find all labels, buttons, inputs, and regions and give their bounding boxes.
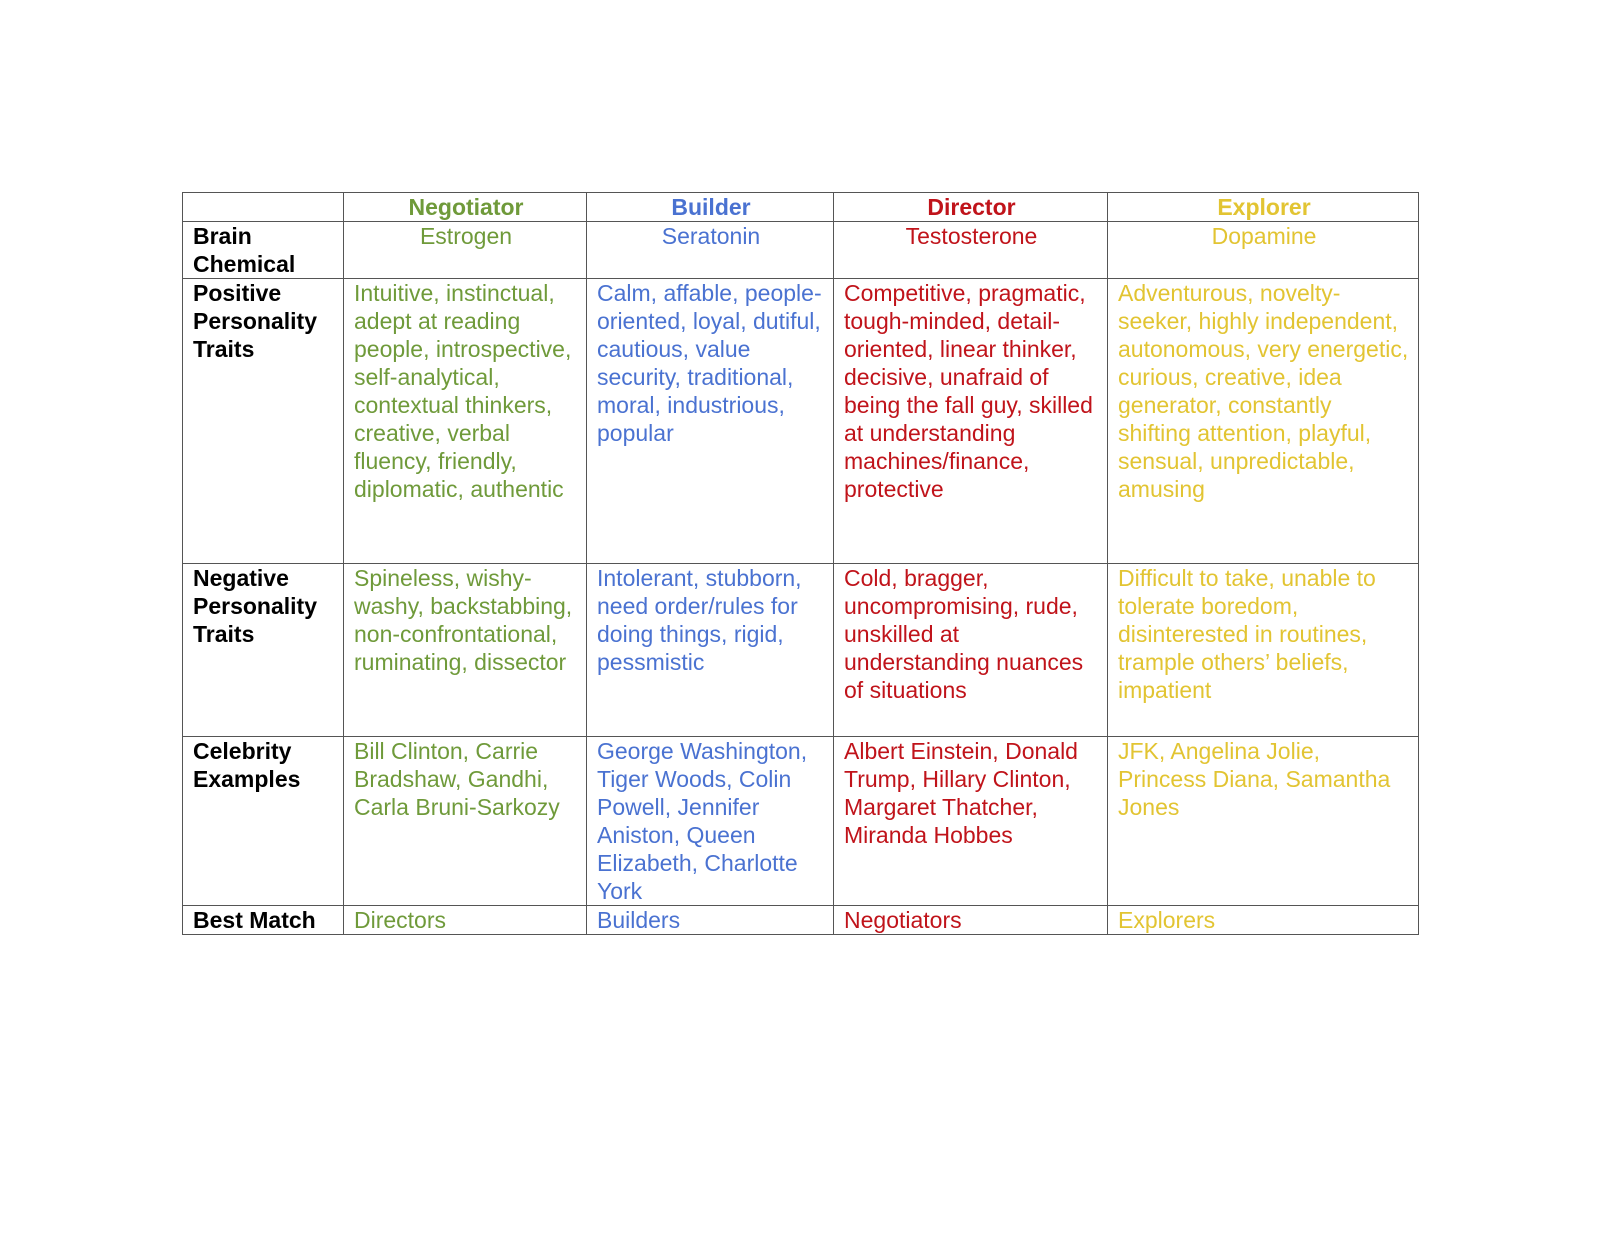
header-director: Director (834, 193, 1108, 222)
cell-builder: Seratonin (587, 222, 834, 279)
cell-explorer: Adventurous, novelty-seeker, highly independent, autonomous, very energetic, curious, creative, idea generator, constantly shifting attention, playful, sensual, unpredictable, amusing (1108, 279, 1419, 564)
header-negotiator: Negotiator (344, 193, 587, 222)
row-label: Negative Personality Traits (183, 564, 344, 737)
row-label: Best Match (183, 906, 344, 935)
cell-builder: Calm, affable, people-oriented, loyal, dutiful, cautious, value security, traditional, moral, industrious, popular (587, 279, 834, 564)
cell-negotiator: Directors (344, 906, 587, 935)
row-label: Brain Chemical (183, 222, 344, 279)
table-row-negative-traits (183, 564, 1419, 737)
table-row-celebrity-examples (183, 737, 1419, 906)
cell-explorer: Difficult to take, unable to tolerate boredom, disinterested in routines, trample others’ beliefs, impatient (1108, 564, 1419, 737)
cell-director: Cold, bragger, uncompromising, rude, unskilled at understanding nuances of situations (834, 564, 1108, 737)
cell-explorer: Explorers (1108, 906, 1419, 935)
cell-explorer: Dopamine (1108, 222, 1419, 279)
cell-negotiator: Bill Clinton, Carrie Bradshaw, Gandhi, Carla Bruni-Sarkozy (344, 737, 587, 906)
personality-types-table (182, 192, 1419, 935)
cell-director: Competitive, pragmatic, tough-minded, detail-oriented, linear thinker, decisive, unafraid of being the fall guy, skilled at understanding machines/finance, protective (834, 279, 1108, 564)
cell-director: Negotiators (834, 906, 1108, 935)
cell-builder: George Washington, Tiger Woods, Colin Powell, Jennifer Aniston, Queen Elizabeth, Charlotte York (587, 737, 834, 906)
table-row-brain-chemical (183, 222, 1419, 279)
table-header-row (183, 193, 1419, 222)
table-row-best-match (183, 906, 1419, 935)
cell-negotiator: Spineless, wishy-washy, backstabbing, non-confrontational, ruminating, dissector (344, 564, 587, 737)
cell-builder: Builders (587, 906, 834, 935)
header-corner-cell (183, 193, 344, 222)
table-row-positive-traits (183, 279, 1419, 564)
cell-builder: Intolerant, stubborn, need order/rules for doing things, rigid, pessmistic (587, 564, 834, 737)
cell-explorer: JFK, Angelina Jolie, Princess Diana, Samantha Jones (1108, 737, 1419, 906)
header-builder: Builder (587, 193, 834, 222)
cell-director: Albert Einstein, Donald Trump, Hillary Clinton, Margaret Thatcher, Miranda Hobbes (834, 737, 1108, 906)
row-label: Positive Personality Traits (183, 279, 344, 564)
cell-negotiator: Estrogen (344, 222, 587, 279)
row-label: Celebrity Examples (183, 737, 344, 906)
header-explorer: Explorer (1108, 193, 1419, 222)
cell-director: Testosterone (834, 222, 1108, 279)
cell-negotiator: Intuitive, instinctual, adept at reading people, introspective, self-analytical, contextual thinkers, creative, verbal fluency, friendly, diplomatic, authentic (344, 279, 587, 564)
